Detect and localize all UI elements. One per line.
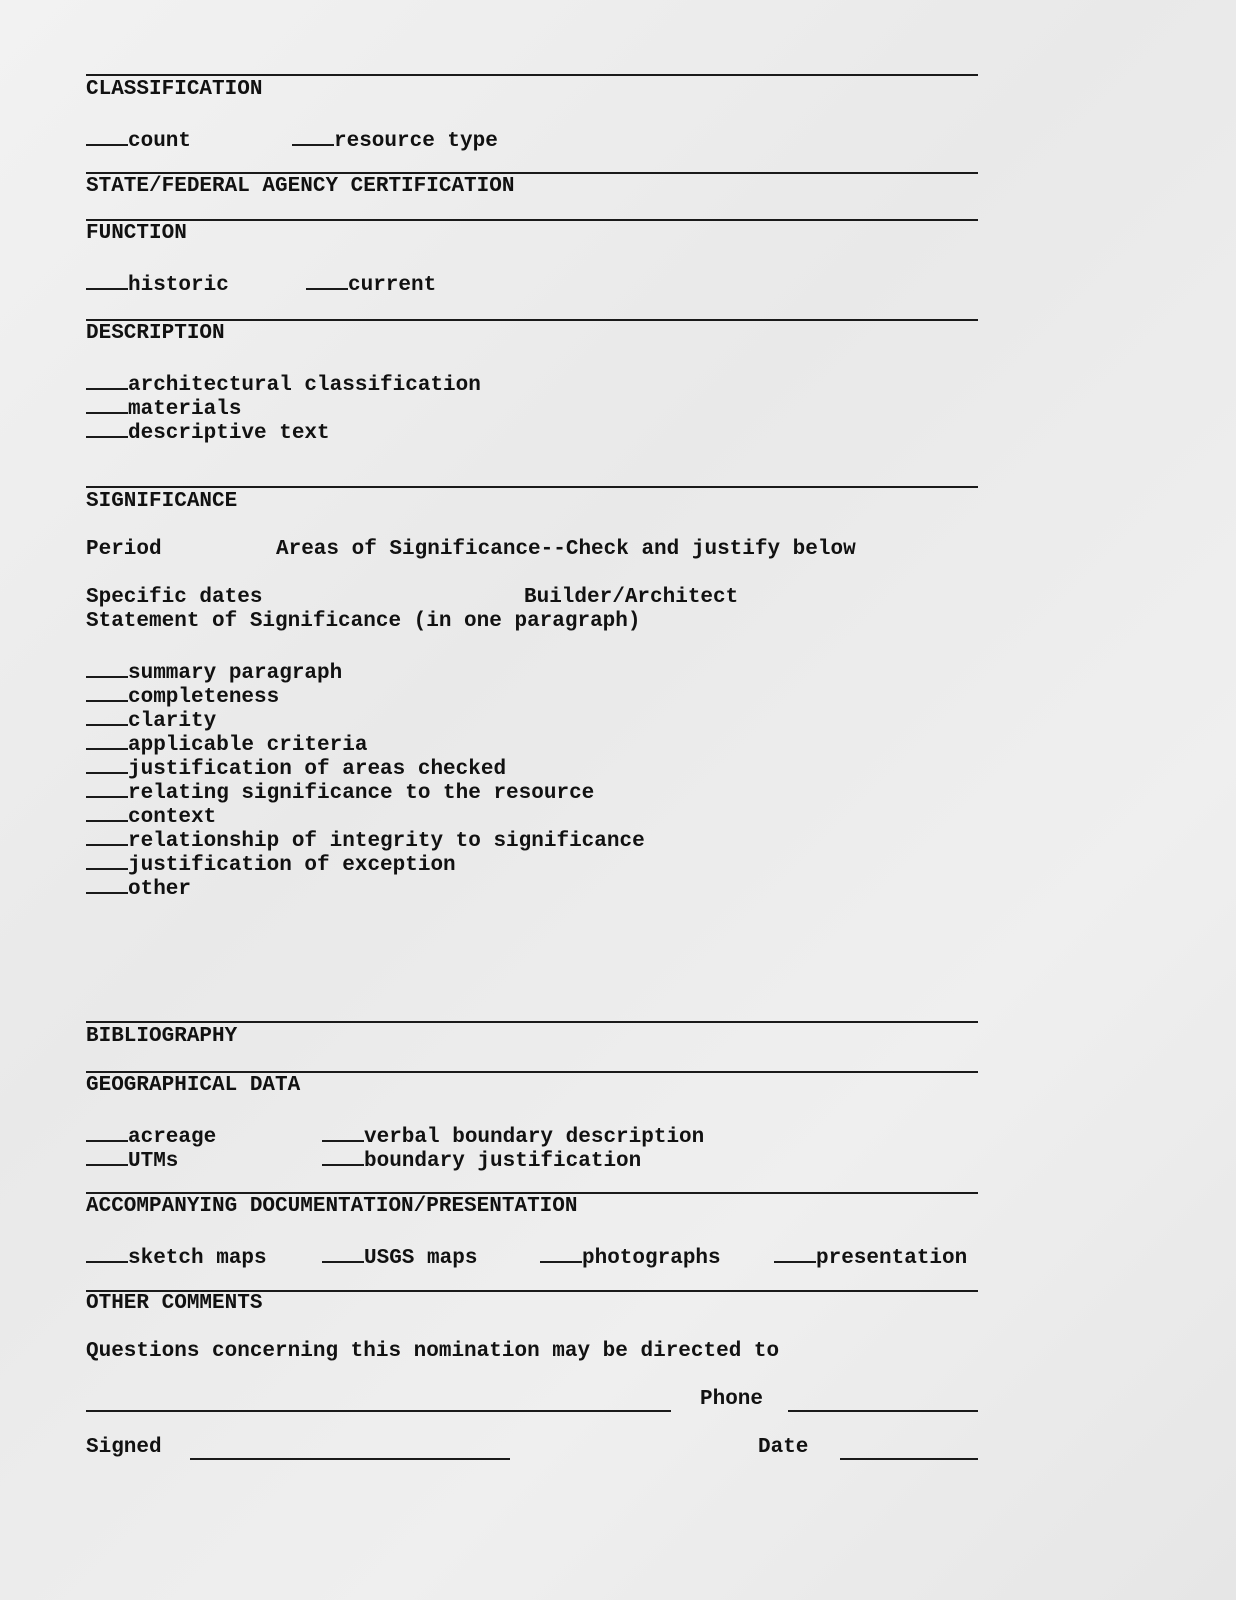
- checkbox-acreage[interactable]: acreage: [86, 1122, 216, 1150]
- heading-accompanying-documentation: ACCOMPANYING DOCUMENTATION/PRESENTATION: [86, 1195, 578, 1218]
- checkbox-other[interactable]: other: [86, 874, 191, 902]
- check-blank[interactable]: [86, 802, 128, 822]
- check-blank[interactable]: [86, 418, 128, 438]
- section-rule: [86, 219, 978, 221]
- label-builder-architect: Builder/Architect: [524, 586, 739, 609]
- check-blank[interactable]: [322, 1122, 364, 1142]
- check-blank[interactable]: [86, 370, 128, 390]
- checkbox-justification-of-exception[interactable]: justification of exception: [86, 850, 456, 878]
- checkbox-historic[interactable]: historic: [86, 270, 229, 298]
- checkbox-usgs-maps[interactable]: USGS maps: [322, 1243, 477, 1271]
- check-blank[interactable]: [86, 394, 128, 414]
- checkbox-architectural-classification[interactable]: architectural classification: [86, 370, 481, 398]
- check-blank[interactable]: [86, 1122, 128, 1142]
- check-blank[interactable]: [774, 1243, 816, 1263]
- check-blank[interactable]: [86, 126, 128, 146]
- check-blank[interactable]: [322, 1243, 364, 1263]
- label-period: Period: [86, 538, 162, 561]
- heading-other-comments: OTHER COMMENTS: [86, 1292, 263, 1315]
- label-statement-of-significance: Statement of Significance (in one paragraph): [86, 610, 641, 633]
- section-rule: [86, 486, 978, 488]
- checkbox-clarity[interactable]: clarity: [86, 706, 216, 734]
- phone-field[interactable]: [788, 1410, 978, 1412]
- heading-significance: SIGNIFICANCE: [86, 490, 238, 513]
- heading-description: DESCRIPTION: [86, 322, 225, 345]
- check-blank[interactable]: [86, 1146, 128, 1166]
- check-blank[interactable]: [540, 1243, 582, 1263]
- checkbox-completeness[interactable]: completeness: [86, 682, 279, 710]
- check-blank[interactable]: [86, 270, 128, 290]
- heading-geographical-data: GEOGRAPHICAL DATA: [86, 1074, 301, 1097]
- checkbox-count[interactable]: count: [86, 126, 191, 154]
- checkbox-materials[interactable]: materials: [86, 394, 241, 422]
- check-blank[interactable]: [86, 1243, 128, 1263]
- checkbox-descriptive-text[interactable]: descriptive text: [86, 418, 330, 446]
- check-blank[interactable]: [86, 706, 128, 726]
- section-rule: [86, 172, 978, 174]
- check-blank[interactable]: [86, 850, 128, 870]
- label-specific-dates: Specific dates: [86, 586, 263, 609]
- date-field[interactable]: [840, 1458, 978, 1460]
- checkbox-boundary-justification[interactable]: boundary justification: [322, 1146, 641, 1174]
- checkbox-relationship-of-integrity[interactable]: relationship of integrity to significance: [86, 826, 645, 854]
- checkbox-resource-type[interactable]: resource type: [292, 126, 498, 154]
- heading-bibliography: BIBLIOGRAPHY: [86, 1025, 238, 1048]
- label-signed: Signed: [86, 1436, 162, 1459]
- section-rule: [86, 1021, 978, 1023]
- checkbox-context[interactable]: context: [86, 802, 216, 830]
- checkbox-relating-significance[interactable]: relating significance to the resource: [86, 778, 594, 806]
- checkbox-presentation[interactable]: presentation: [774, 1243, 967, 1271]
- checkbox-verbal-boundary[interactable]: verbal boundary description: [322, 1122, 704, 1150]
- checkbox-applicable-criteria[interactable]: applicable criteria: [86, 730, 367, 758]
- section-rule: [86, 1192, 978, 1194]
- checkbox-justification-of-areas[interactable]: justification of areas checked: [86, 754, 506, 782]
- check-blank[interactable]: [86, 658, 128, 678]
- checkbox-sketch-maps[interactable]: sketch maps: [86, 1243, 267, 1271]
- check-blank[interactable]: [86, 826, 128, 846]
- label-areas-of-significance: Areas of Significance--Check and justify below: [276, 538, 856, 561]
- check-blank[interactable]: [86, 730, 128, 750]
- check-blank[interactable]: [306, 270, 348, 290]
- check-blank[interactable]: [86, 754, 128, 774]
- label-date: Date: [758, 1436, 809, 1459]
- section-rule: [86, 74, 978, 76]
- check-blank[interactable]: [86, 874, 128, 894]
- contact-name-field[interactable]: [86, 1410, 671, 1412]
- check-blank[interactable]: [86, 682, 128, 702]
- label-questions: Questions concerning this nomination may be directed to: [86, 1340, 780, 1363]
- checkbox-utms[interactable]: UTMs: [86, 1146, 178, 1174]
- signature-field[interactable]: [190, 1458, 510, 1460]
- section-rule: [86, 319, 978, 321]
- heading-certification: STATE/FEDERAL AGENCY CERTIFICATION: [86, 175, 515, 198]
- check-blank[interactable]: [322, 1146, 364, 1166]
- checkbox-current[interactable]: current: [306, 270, 436, 298]
- check-blank[interactable]: [292, 126, 334, 146]
- section-rule: [86, 1071, 978, 1073]
- check-blank[interactable]: [86, 778, 128, 798]
- checkbox-summary-paragraph[interactable]: summary paragraph: [86, 658, 342, 686]
- checkbox-photographs[interactable]: photographs: [540, 1243, 721, 1271]
- label-phone: Phone: [700, 1388, 764, 1411]
- heading-function: FUNCTION: [86, 222, 187, 245]
- heading-classification: CLASSIFICATION: [86, 78, 263, 101]
